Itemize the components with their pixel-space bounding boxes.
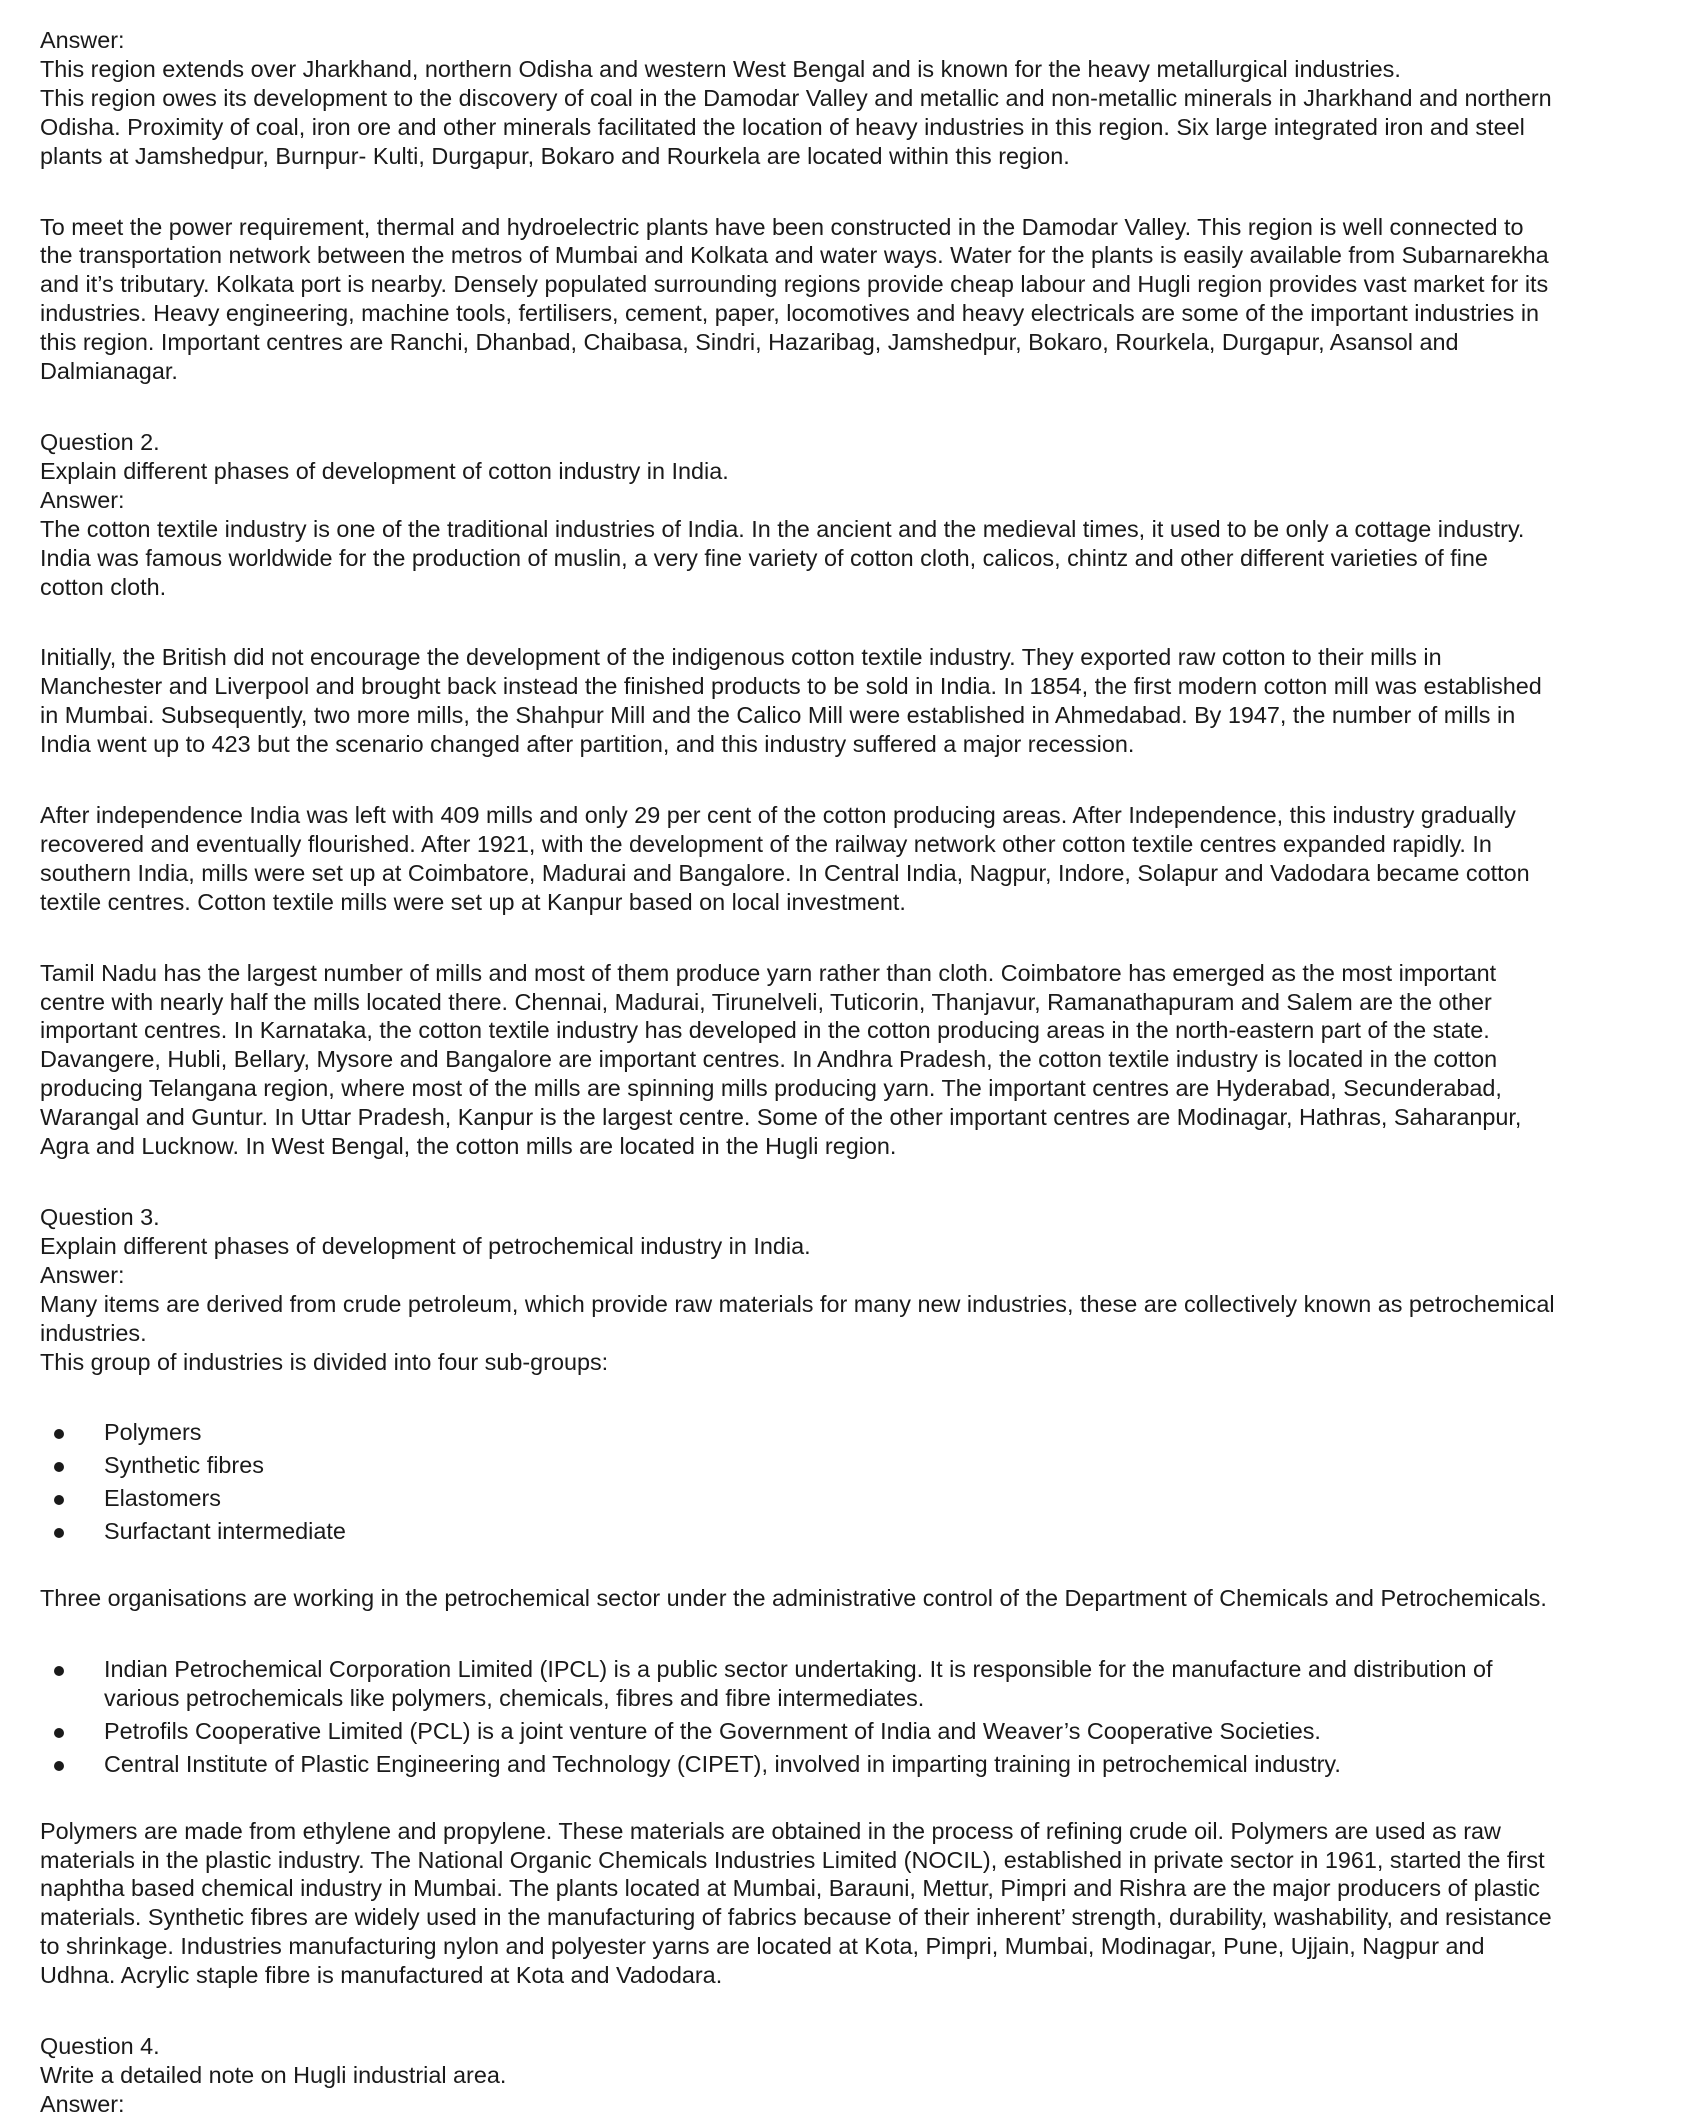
paragraph-gap <box>40 1550 1680 1584</box>
paragraph-gap <box>40 1613 1680 1655</box>
list-item <box>40 1451 1680 1480</box>
paragraph-gap <box>40 601 1680 643</box>
list-item <box>40 1484 1680 1513</box>
list-item-text: Indian Petrochemical Corporation Limited (IPCL) is a public sector undertaking. It is responsible for the manufacture and distribution of <box>104 1655 1493 1682</box>
bullet-icon <box>54 1761 64 1771</box>
paragraph-line: recovered and eventually flourished. After 1921, with the development of the railway network other cotton textile centres expanded rapidly. In <box>40 830 1492 857</box>
bullet-icon <box>54 1528 64 1538</box>
organisation-list <box>40 1655 1680 1779</box>
answer-label: Answer: <box>40 1261 125 1288</box>
paragraph-gap <box>40 171 1680 213</box>
paragraph-line: southern India, mills were set up at Coimbatore, Madurai and Bangalore. In Central India, Nagpur, Indore, Solapur and Vadodara became cotton <box>40 859 1530 886</box>
paragraph-line: to shrinkage. Industries manufacturing nylon and polyester yarns are located at Kota, Pimpri, Mumbai, Modinagar, Pune, Ujjain, Nagpur and <box>40 1933 1485 1960</box>
list-item <box>40 1418 1680 1447</box>
list-item <box>40 1655 1680 1713</box>
answer-label: Answer: <box>40 27 125 53</box>
paragraph-line: Three organisations are working in the petrochemical sector under the administrative control of the Department of Chemicals and Petrochemicals. <box>40 1585 1547 1612</box>
document-page <box>40 26 1680 2119</box>
paragraph-gap <box>40 386 1680 428</box>
paragraph-line: This group of industries is divided into four sub-groups: <box>40 1348 609 1375</box>
list-item-text: Central Institute of Plastic Engineering and Technology (CIPET), involved in imparting training in petrochemical industry. <box>104 1750 1341 1777</box>
question-text: Write a detailed note on Hugli industrial area. <box>40 2061 507 2088</box>
paragraph-line: After independence India was left with 409 mills and only 29 per cent of the cotton producing areas. After Independence, this industry gradually <box>40 802 1516 829</box>
question-text: Explain different phases of development of cotton industry in India. <box>40 457 729 484</box>
paragraph-gap <box>40 1990 1680 2032</box>
bullet-icon <box>54 1666 64 1676</box>
paragraph-gap <box>40 1161 1680 1203</box>
list-item <box>40 1517 1680 1546</box>
paragraph-line: Manchester and Liverpool and brought back instead the finished products to be sold in India. In 1854, the first modern cotton mill was established <box>40 673 1542 700</box>
paragraph-line: the transportation network between the metros of Mumbai and Kolkata and water ways. Water for the plants is easily available from Subarnarekha <box>40 242 1549 269</box>
list-item <box>40 1717 1680 1746</box>
list-item-text: Synthetic fibres <box>104 1452 264 1479</box>
list-item-text: Polymers <box>104 1419 202 1446</box>
paragraph-line: plants at Jamshedpur, Burnpur- Kulti, Durgapur, Bokaro and Rourkela are located within this region. <box>40 142 1070 169</box>
paragraph-line: This region owes its development to the discovery of coal in the Damodar Valley and metallic and non-metallic minerals in Jharkhand and northern <box>40 84 1552 111</box>
paragraph-line: cotton cloth. <box>40 573 167 600</box>
paragraph-line: and it’s tributary. Kolkata port is nearby. Densely populated surrounding regions provide cheap labour and Hugli region provides vast market for its <box>40 271 1549 298</box>
paragraph-line: materials. Synthetic fibres are widely used in the manufacturing of fabrics because of their inherent’ strength, durability, washability, and resistance <box>40 1904 1552 1931</box>
paragraph-line: To meet the power requirement, thermal and hydroelectric plants have been constructed in the Damodar Valley. This region is well connected to <box>40 213 1524 240</box>
paragraph-line: industries. <box>40 1319 147 1346</box>
list-item <box>40 1750 1680 1779</box>
answer-label: Answer: <box>40 486 125 513</box>
paragraph-line: centre with nearly half the mills located there. Chennai, Madurai, Tirunelveli, Tuticorin, Thanjavur, Ramanathapuram and Salem are the other <box>40 988 1492 1015</box>
paragraph-line: Udhna. Acrylic staple fibre is manufactured at Kota and Vadodara. <box>40 1962 723 1989</box>
paragraph-line: this region. Important centres are Ranchi, Dhanbad, Chaibasa, Sindri, Hazaribag, Jamshedpur, Bokaro, Rourkela, Durgapur, Asansol and <box>40 329 1459 356</box>
subgroup-list <box>40 1418 1680 1546</box>
paragraph-gap <box>40 759 1680 801</box>
paragraph-line: textile centres. Cotton textile mills were set up at Kanpur based on local investment. <box>40 888 906 915</box>
bullet-icon <box>54 1728 64 1738</box>
paragraph-line: Davangere, Hubli, Bellary, Mysore and Bangalore are important centres. In Andhra Pradesh, the cotton textile industry is located in the cotton <box>40 1046 1498 1073</box>
paragraph-line: Agra and Lucknow. In West Bengal, the cotton mills are located in the Hugli region. <box>40 1133 897 1160</box>
bullet-icon <box>54 1462 64 1472</box>
list-item-text: Petrofils Cooperative Limited (PCL) is a joint venture of the Government of India and Weaver’s Cooperative Societies. <box>104 1717 1321 1744</box>
paragraph-line: Warangal and Guntur. In Uttar Pradesh, Kanpur is the largest centre. Some of the other important centres are Modinagar, Hathras, Saharanpur, <box>40 1104 1522 1131</box>
paragraph-line: Tamil Nadu has the largest number of mills and most of them produce yarn rather than cloth. Coimbatore has emerged as the most important <box>40 959 1497 986</box>
list-item-text: various petrochemicals like polymers, chemicals, fibres and fibre intermediates. <box>104 1684 925 1711</box>
paragraph-line: India was famous worldwide for the production of muslin, a very fine variety of cotton cloth, calicos, chintz and other different varieties of fine <box>40 544 1488 571</box>
paragraph-line: naphtha based chemical industry in Mumbai. The plants located at Mumbai, Barauni, Mettur, Pimpri and Rishra are the major producers of plastic <box>40 1875 1540 1902</box>
paragraph-gap <box>40 1376 1680 1418</box>
paragraph-line: India went up to 423 but the scenario changed after partition, and this industry suffered a major recession. <box>40 731 1135 758</box>
question-label: Question 3. <box>40 1204 160 1230</box>
paragraph-line: producing Telangana region, where most of the mills are spinning mills producing yarn. The important centres are Hyderabad, Secunderabad, <box>40 1075 1502 1102</box>
question-text: Explain different phases of development of petrochemical industry in India. <box>40 1232 811 1259</box>
paragraph-line: industries. Heavy engineering, machine tools, fertilisers, cement, paper, locomotives and heavy electricals are some of the important industries in <box>40 300 1540 327</box>
list-item-text: Elastomers <box>104 1485 221 1512</box>
paragraph-line: Odisha. Proximity of coal, iron ore and other minerals facilitated the location of heavy industries in this region. Six large integrated iron and steel <box>40 113 1525 140</box>
paragraph-line: This region extends over Jharkhand, northern Odisha and western West Bengal and is known for the heavy metallurgical industries. <box>40 55 1401 82</box>
paragraph-line: important centres. In Karnataka, the cotton textile industry has developed in the cotton producing areas in the north-eastern part of the state. <box>40 1017 1490 1044</box>
paragraph-line: The cotton textile industry is one of the traditional industries of India. In the ancient and the medieval times, it used to be only a cottage industry. <box>40 515 1525 542</box>
paragraph-line: Dalmianagar. <box>40 358 178 385</box>
paragraph-gap <box>40 917 1680 959</box>
paragraph-line: Many items are derived from crude petroleum, which provide raw materials for many new industries, these are collectively known as petrochemical <box>40 1290 1555 1317</box>
question-label: Question 4. <box>40 2033 160 2060</box>
paragraph-line: Initially, the British did not encourage the development of the indigenous cotton textile industry. They exported raw cotton to their mills in <box>40 644 1442 671</box>
bullet-icon <box>54 1495 64 1505</box>
paragraph-line: materials in the plastic industry. The National Organic Chemicals Industries Limited (NOCIL), established in private sector in 1961, started the first <box>40 1846 1545 1873</box>
answer-label: Answer: <box>40 2090 125 2117</box>
question-label: Question 2. <box>40 428 160 455</box>
paragraph-line: in Mumbai. Subsequently, two more mills, the Shahpur Mill and the Calico Mill were established in Ahmedabad. By 1947, the number of mills in <box>40 702 1516 729</box>
bullet-icon <box>54 1429 64 1439</box>
list-item-text: Surfactant intermediate <box>104 1518 346 1545</box>
paragraph-line: Polymers are made from ethylene and propylene. These materials are obtained in the process of refining crude oil. Polymers are used as raw <box>40 1817 1501 1844</box>
paragraph-gap <box>40 1783 1680 1817</box>
